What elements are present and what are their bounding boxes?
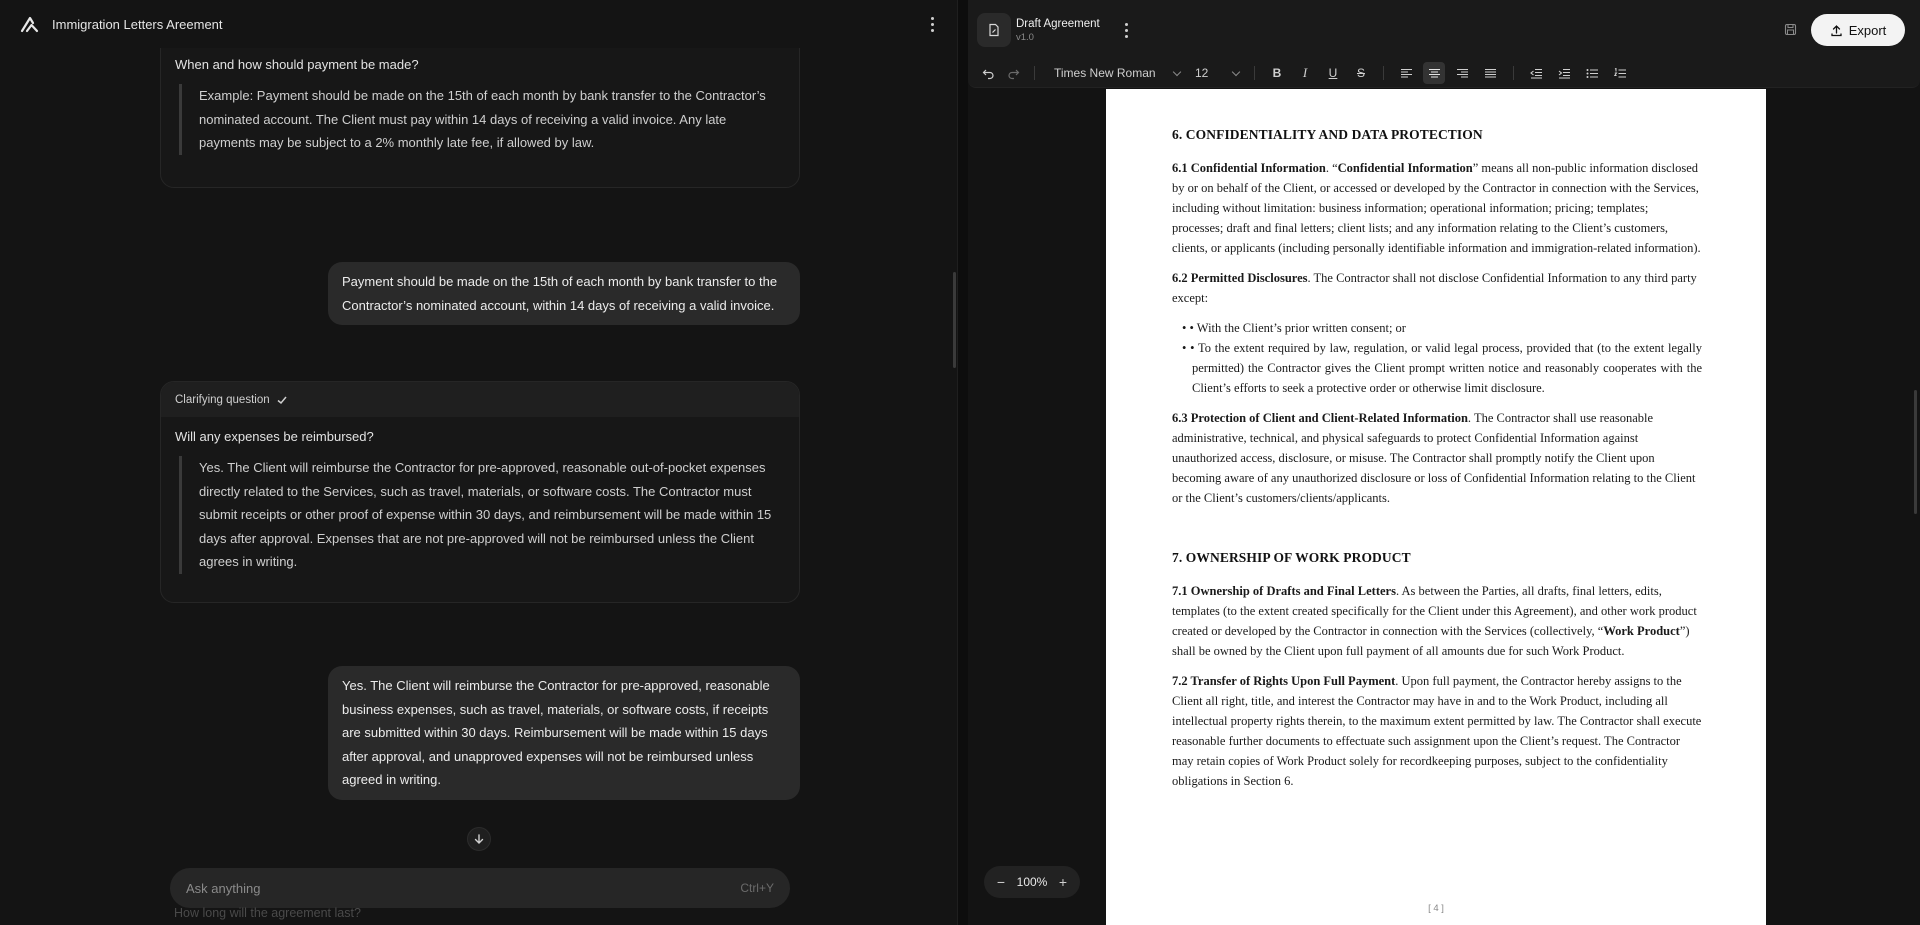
underline-icon[interactable]: U [1328,66,1338,80]
document-header [968,0,1920,60]
clause-text: ” means all non-public information disclosed by or on behalf of the Client, or accessed or developed by the Contractor in connection with the Services, including without limitation: business information; operational information; pricing; templates; processes; draft and final letters; client lists; and any information relating to the Client’s customers, clients, or applicants (including personally identifiable information and immigration-related information). [1172,161,1701,255]
toolbar-divider [1034,66,1035,80]
document-title: Draft Agreement [1016,18,1100,30]
page-number: [ 4 ] [1428,903,1444,914]
upload-icon [1830,24,1843,37]
check-icon [276,394,288,406]
indent-icon[interactable] [1554,62,1574,84]
clause-text: . “ [1325,161,1338,175]
zoom-level: 100% [1016,875,1048,889]
chat-thread[interactable] [0,48,958,925]
user-message: Yes. The Client will reimburse the Contractor for pre-approved, reasonable business expenses, such as travel, materials, or software costs, if receipts are submitted within 30 days. Reimbursement will be made within 15 days after approval, and unapproved expenses will not be reimbursed unless agreed in writing. [328,666,800,800]
clause-text: . The Contractor shall not disclose Confidential Information to any third party except: [1172,271,1697,305]
user-message: Payment should be made on the 15th of each month by bank transfer to the Contractor’s nominated account, within 14 days of receiving a valid invoice. [328,262,800,325]
toolbar-divider [1383,66,1384,80]
zoom-control [984,866,1080,898]
section-heading: 7. OWNERSHIP OF WORK PRODUCT [1172,550,1411,565]
defined-term: Confidential Information [1337,161,1473,175]
numbered-list-icon[interactable] [1610,62,1630,84]
chat-title: Immigration Letters Areement [52,16,223,32]
clause-label: 7.2 Transfer of Rights Upon Full Payment [1172,674,1396,688]
italic-icon[interactable]: I [1302,65,1308,80]
question-text: Will any expenses be reimbursed? [175,429,374,444]
font-size-select[interactable] [1195,62,1245,84]
arrow-down-icon [473,833,485,845]
input-shortcut-hint: Ctrl+Y [740,881,774,895]
strikethrough-icon[interactable]: S [1356,66,1365,80]
font-size-value: 12 [1195,66,1209,80]
export-button[interactable] [1811,14,1905,46]
list-item: • • With the Client’s prior written consent; or [1182,321,1406,335]
permitted-disclosures-list [1182,318,1702,398]
chat-more-menu-icon[interactable] [922,14,942,34]
document-version: v1.0 [1016,32,1034,43]
defined-term: Work Product [1603,624,1680,638]
font-family-value: Times New Roman [1054,66,1156,80]
question-card [160,48,800,188]
undo-icon[interactable] [979,62,997,84]
align-justify-icon[interactable] [1479,62,1501,84]
chat-panel [0,0,958,925]
clause-6-2 [1172,268,1702,308]
align-left-icon[interactable] [1395,62,1417,84]
document-file-icon[interactable] [977,13,1011,47]
export-label: Export [1848,22,1887,38]
outdent-icon[interactable] [1526,62,1546,84]
redo-icon[interactable] [1004,62,1022,84]
formatting-toolbar [968,60,1920,88]
chat-input-bar [170,868,790,908]
clause-label: 7.1 Ownership of Drafts and Final Letters [1172,584,1396,598]
file-edit-icon [987,23,1001,37]
clause-7-1 [1172,581,1702,661]
next-question-peek: How long will the agreement last? [174,906,361,920]
clause-label: 6.2 Permitted Disclosures [1172,271,1308,285]
chevron-down-icon [1173,67,1181,75]
bulleted-list-icon[interactable] [1582,62,1602,84]
clause-6-3 [1172,408,1702,508]
font-family-select[interactable] [1054,62,1188,84]
chat-scrollbar[interactable] [953,272,956,368]
document-scrollbar[interactable] [1914,390,1917,514]
section-heading: 6. CONFIDENTIALITY AND DATA PROTECTION [1172,127,1483,142]
document-more-menu-icon[interactable] [1120,20,1132,40]
chat-header [0,0,958,48]
example-answer: Example: Payment should be made on the 15th of each month by bank transfer to the Contractor’s nominated account. The Client must pay within 14 days of receiving a valid invoice. Any late payments may be subject to a 2% monthly late fee, if allowed by law. [179,84,781,155]
toolbar-divider [1254,66,1255,80]
bold-icon[interactable]: B [1272,66,1282,80]
chat-input[interactable] [186,881,666,896]
clause-label: 6.3 Protection of Client and Client-Related Information [1172,411,1468,425]
scroll-down-button[interactable] [467,827,491,851]
document-page[interactable] [1106,89,1766,925]
zoom-out-button[interactable]: − [996,874,1006,890]
list-item: • • To the extent required by law, regulation, or valid legal process, provided that (to the extent legally permitted) the Contractor gives the Client prompt written notice and reasonably cooperates with the Client’s efforts to seek a protective order or otherwise limit disclosure. [1182,341,1702,395]
clause-label: 6.1 Confidential Information [1172,161,1326,175]
align-center-icon[interactable] [1423,62,1445,84]
app-logo-icon [20,14,40,34]
tag-label: Clarifying question [175,393,270,406]
question-card [160,381,800,603]
chevron-down-icon [1232,67,1240,75]
question-text: When and how should payment be made? [175,57,419,72]
clause-text: . As between the Parties, all drafts, final letters, edits, templates (to the extent created specifically for the Client under this Agreement), and other work product created or developed by the Contractor in connection with the Services (collectively, “ [1172,584,1697,638]
zoom-in-button[interactable]: + [1058,874,1068,890]
clarifying-question-tag [161,382,799,417]
document-panel [968,0,1920,925]
clause-text: ”) shall be owned by the Client upon full payment of all amounts due for such Work Product. [1172,624,1690,658]
clause-text: . The Contractor shall use reasonable administrative, technical, and physical safeguards to protect Confidential Information against unauthorized access, disclosure, or misuse. The Contractor shall promptly notify the Client upon becoming aware of any unauthorized disclosure or loss of Confidential Information relating to the Client or the Client’s customers/clients/applicants. [1172,411,1696,505]
toolbar-divider [1513,66,1514,80]
example-answer: Yes. The Client will reimburse the Contractor for pre-approved, reasonable out-of-pocket expenses directly related to the Services, such as travel, materials, or software costs. The Contractor must submit receipts or other proof of expense within 30 days, and reimbursement will be made within 15 days after approval. Expenses that are not pre-approved will not be reimbursed unless the Client agrees in writing. [179,456,781,574]
clause-text: . Upon full payment, the Contractor hereby assigns to the Client all right, title, and interest the Contractor may have in and to the Work Product, including all intellectual property rights therein, to the maximum extent permitted by law. The Contractor shall execute reasonable further documents to effectuate such assignment upon the Client’s request. The Contractor may retain copies of Work Product solely for recordkeeping purposes, subject to the confidentiality obligations in Section 6. [1172,674,1702,788]
align-right-icon[interactable] [1451,62,1473,84]
clause-7-2 [1172,671,1702,791]
clause-6-1 [1172,158,1702,258]
save-icon[interactable] [1781,20,1799,38]
